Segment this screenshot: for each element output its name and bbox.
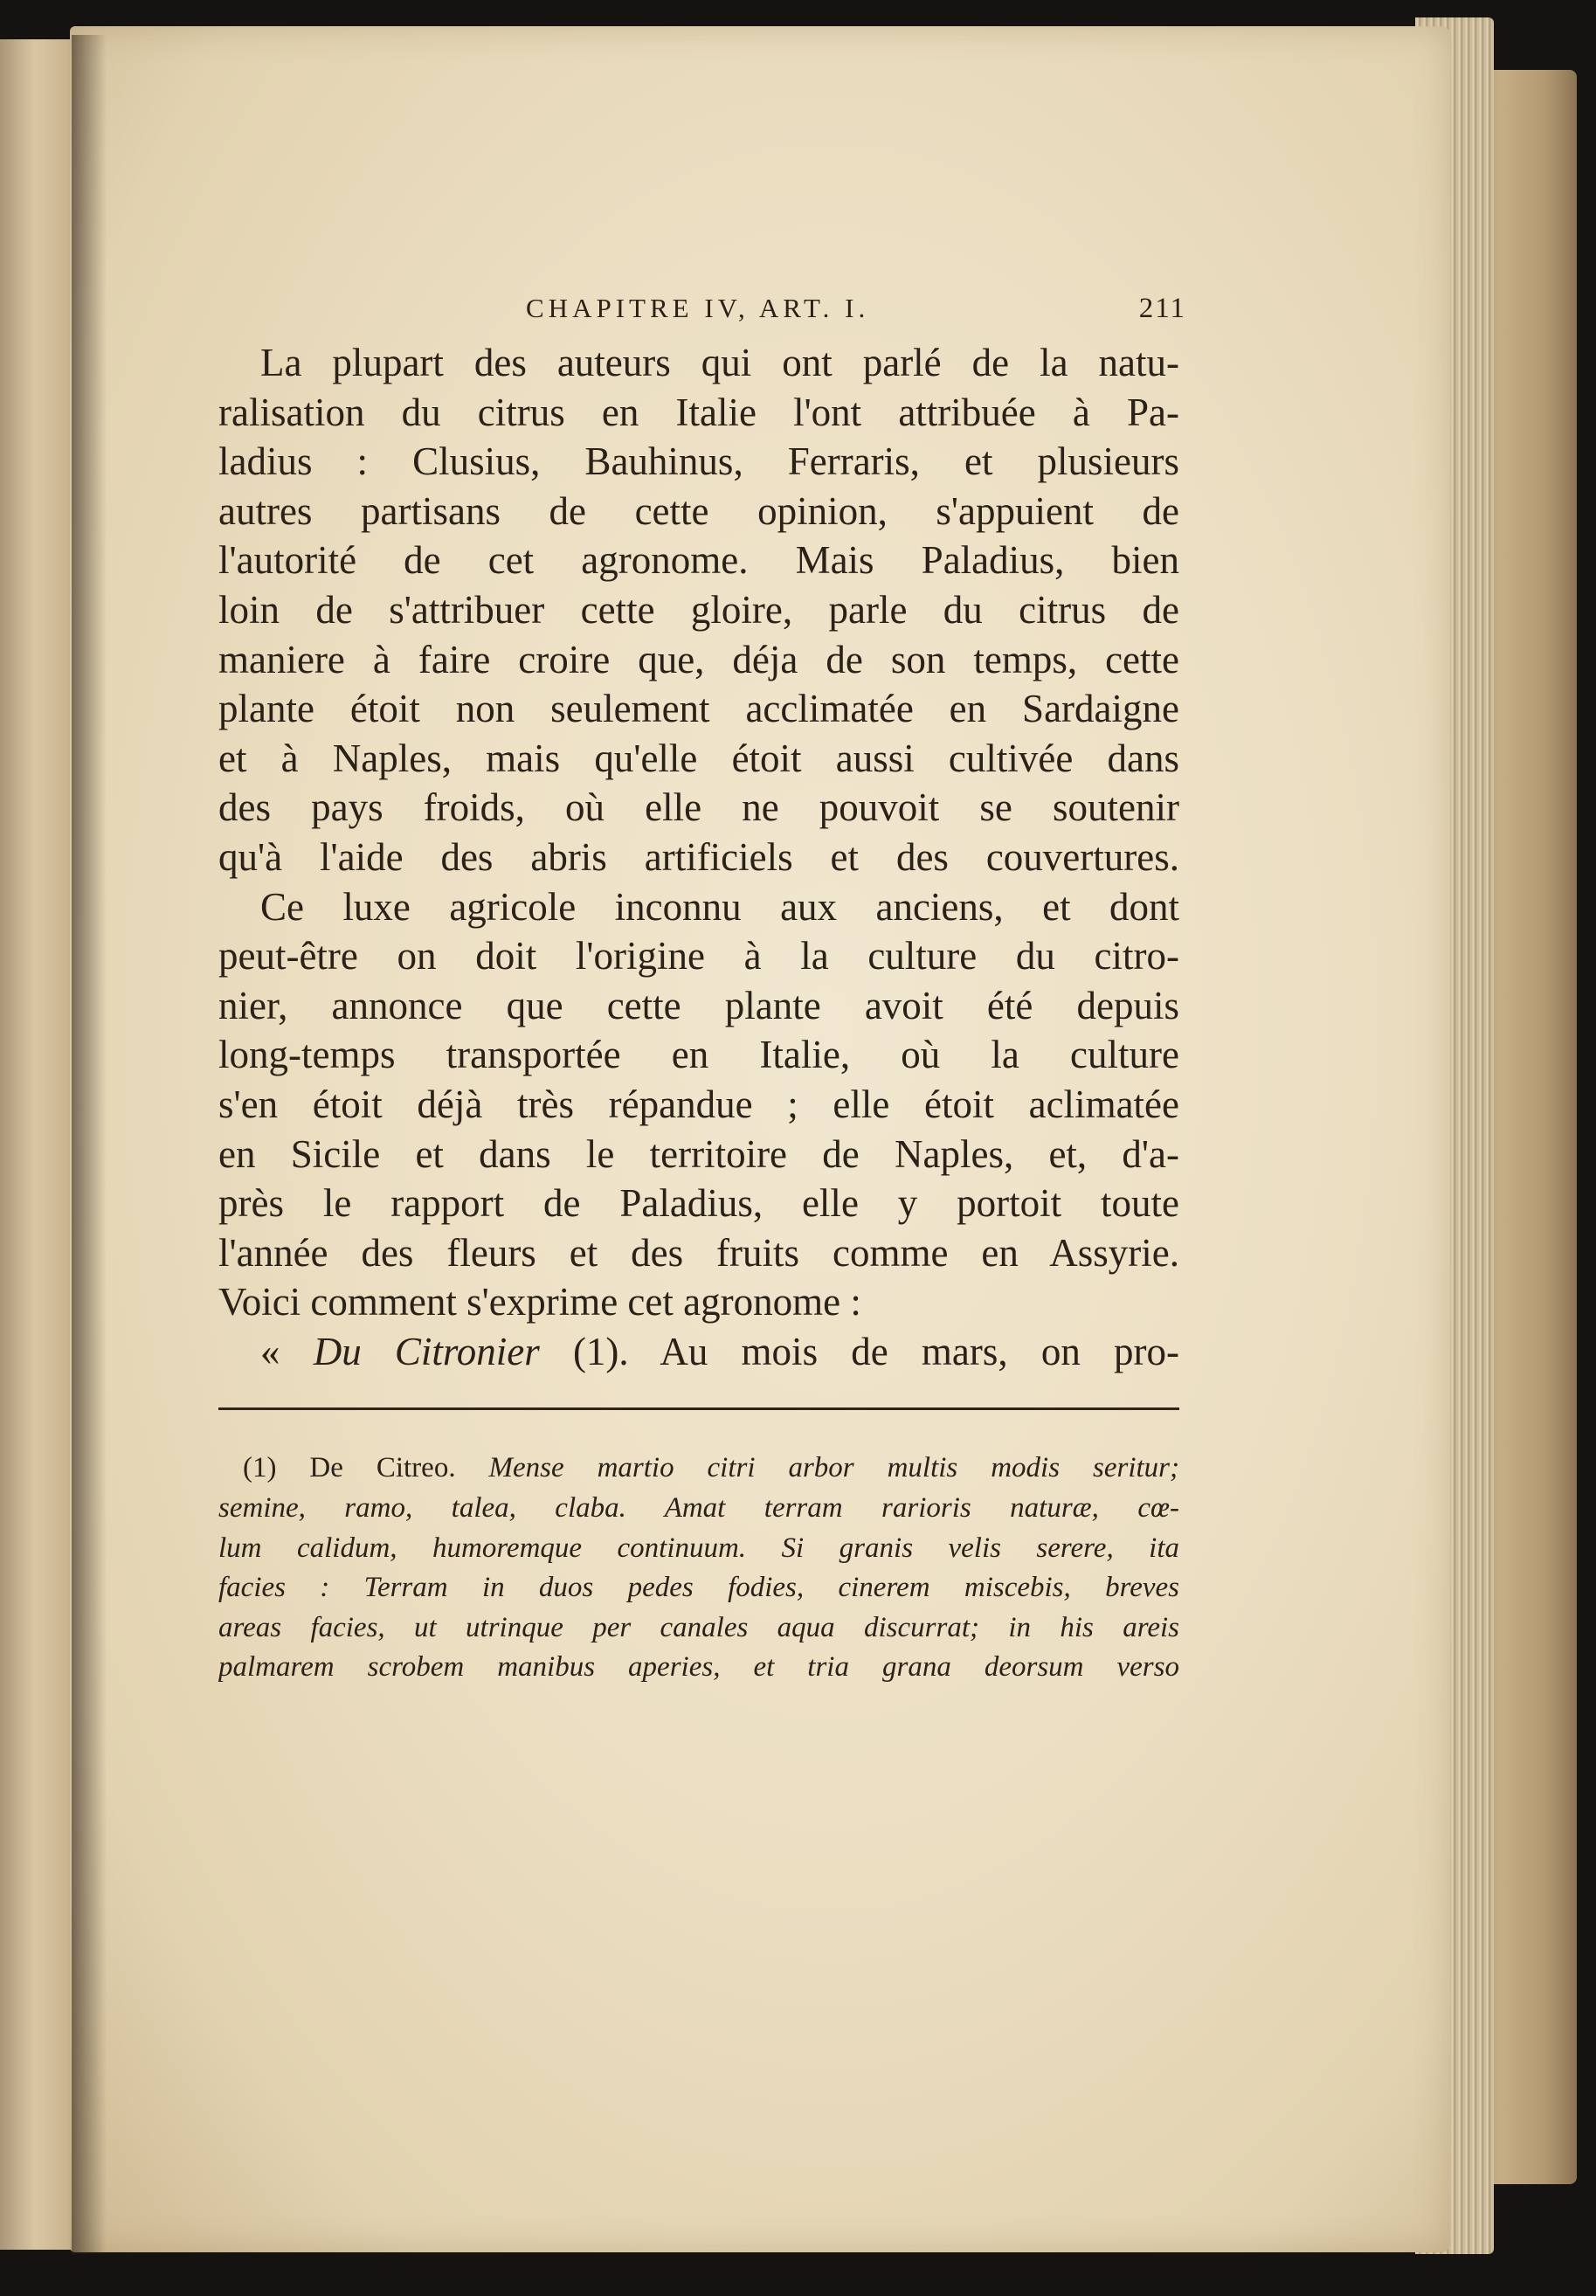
text-line: La plupart des auteurs qui ont parlé de la natu-	[260, 341, 1179, 384]
text-line: s'en étoit déjà très répandue ; elle étoit aclimatée	[218, 1082, 1179, 1126]
footnote-text: palmarem scrobem manibus aperies, et tria grana deorsum verso	[218, 1651, 1179, 1684]
text-line: long-temps transportée en Italie, où la culture	[218, 1033, 1179, 1077]
footnote-marker: (1) De Citreo.	[243, 1452, 489, 1484]
footnote-rule	[218, 1407, 1179, 1410]
quote-rest: (1). Au mois de mars, on pro-	[539, 1329, 1179, 1373]
text-line: nier, annonce que cette plante avoit été depuis	[218, 983, 1179, 1027]
quote-line	[218, 1327, 1179, 1377]
text-line: l'autorité de cet agronome. Mais Paladius, bien	[218, 538, 1179, 583]
page-text-block	[218, 293, 1186, 1688]
chapter-title: CHAPITRE IV, ART. I.	[526, 293, 870, 323]
quote-open: «	[260, 1329, 314, 1373]
text-line: peut-être on doit l'origine à la culture du citro-	[218, 934, 1179, 979]
text-line: des pays froids, où elle ne pouvoit se soutenir	[218, 785, 1179, 830]
footnote-text: lum calidum, humoremque continuum. Si granis velis serere, ita	[218, 1532, 1179, 1564]
page-number: 211	[1138, 293, 1186, 324]
footnote-line	[218, 1648, 1179, 1688]
footnote-text: semine, ramo, talea, claba. Amat terram rarioris naturæ, cœ-	[218, 1492, 1179, 1525]
spine-shadow	[72, 35, 107, 2254]
text-line: Ce luxe agricole inconnu aux anciens, et dont	[260, 884, 1179, 929]
footnote-line	[218, 1489, 1179, 1529]
text-line: Voici comment s'exprime cet agronome :	[218, 1280, 861, 1324]
book-page	[70, 26, 1450, 2252]
text-line: en Sicile et dans le territoire de Naples, et, d'a-	[218, 1131, 1179, 1176]
footnote-line	[218, 1608, 1179, 1649]
footnote-text: Mense martio citri arbor multis modis seritur;	[488, 1452, 1179, 1484]
text-line: ralisation du citrus en Italie l'ont attribuée à Pa-	[218, 390, 1179, 434]
text-line: et à Naples, mais qu'elle étoit aussi cultivée dans	[218, 736, 1179, 780]
text-line: qu'à l'aide des abris artificiels et des couvertures.	[218, 834, 1179, 879]
footnote-line	[218, 1529, 1179, 1569]
text-line: maniere à faire croire que, déja de son temps, cette	[218, 637, 1179, 681]
running-head	[218, 293, 1186, 338]
text-line: ladius : Clusius, Bauhinus, Ferraris, et plusieurs	[218, 439, 1179, 484]
footnote-text: facies : Terram in duos pedes fodies, cinerem miscebis, breves	[218, 1572, 1179, 1604]
text-line: près le rapport de Paladius, elle y portoit toute	[218, 1181, 1179, 1226]
body-text	[218, 338, 1179, 1376]
text-line: l'année des fleurs et des fruits comme en Assyrie.	[218, 1230, 1179, 1275]
text-line: autres partisans de cette opinion, s'appuient de	[218, 488, 1179, 533]
footnote-line	[218, 1568, 1179, 1608]
quote-title: Du Citronier	[313, 1329, 540, 1373]
footnote	[218, 1449, 1179, 1688]
text-line: loin de s'attribuer cette gloire, parle du citrus de	[218, 587, 1179, 632]
footnote-text: areas facies, ut utrinque per canales aqua discurrat; in his areis	[218, 1611, 1179, 1643]
text-line: plante étoit non seulement acclimatée en Sardaigne	[218, 687, 1179, 731]
footnote-line	[218, 1449, 1179, 1489]
